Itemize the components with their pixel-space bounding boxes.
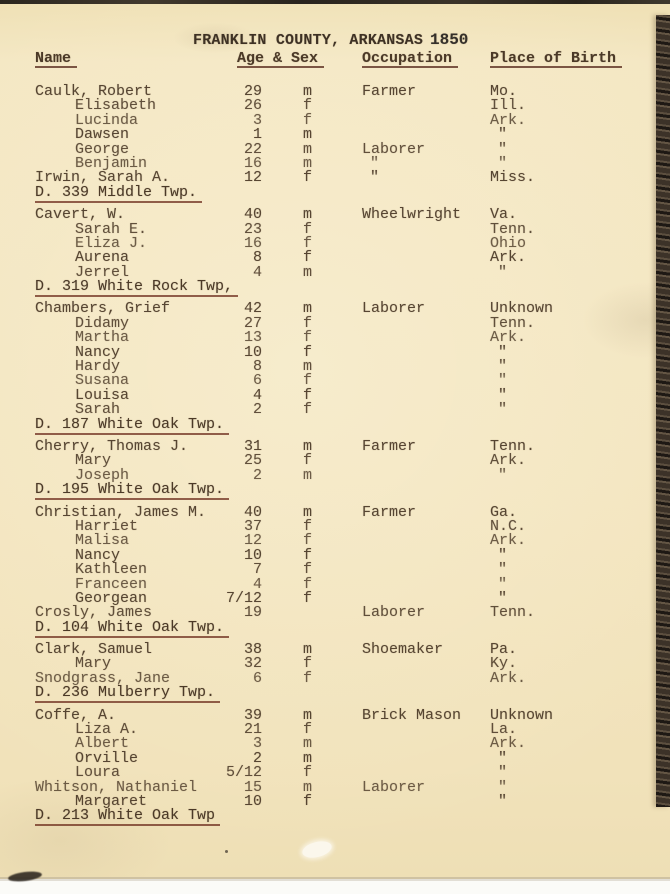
- table-row: [35, 263, 670, 281]
- sex-cell: m: [303, 735, 313, 753]
- scan-right-edge-band: [656, 15, 670, 807]
- birthplace-cell: ": [498, 401, 508, 419]
- sex-cell: f: [303, 372, 313, 390]
- birthplace-cell: Ark.: [490, 452, 527, 470]
- name-cell: Sarah: [75, 401, 121, 419]
- birthplace-cell: Unknown: [490, 706, 554, 724]
- name-cell: Martha: [75, 329, 130, 347]
- birthplace-cell: ": [498, 386, 508, 404]
- occupation-cell: ": [370, 169, 380, 187]
- occupation-cell: Laborer: [362, 604, 426, 622]
- occupation-cell: Farmer: [362, 437, 417, 455]
- table-row: [35, 374, 670, 388]
- page-header: [35, 33, 670, 48]
- birthplace-cell: ": [498, 764, 508, 782]
- age-cell: 31: [243, 437, 262, 455]
- name-cell: Didamy: [75, 314, 130, 332]
- birthplace-cell: ": [498, 778, 508, 796]
- name-cell: Joseph: [75, 466, 130, 484]
- age-cell: 7/12: [225, 589, 262, 607]
- name-cell: Dawsen: [75, 126, 130, 144]
- district-line: D. 339 Middle Twp.: [35, 186, 670, 200]
- name-cell: Lucinda: [75, 111, 139, 129]
- birthplace-cell: Ill.: [490, 97, 527, 115]
- birthplace-cell: Ky.: [490, 655, 518, 673]
- sex-cell: f: [303, 220, 313, 238]
- name-cell: Whitson, Nathaniel: [35, 778, 198, 796]
- table-row: [35, 792, 670, 810]
- sex-cell: f: [303, 401, 313, 419]
- sex-cell: f: [303, 561, 313, 579]
- occupation-cell: [325, 266, 490, 280]
- table-row: [35, 403, 670, 417]
- name-cell: Orville: [75, 749, 139, 767]
- household-group: [35, 208, 670, 294]
- name-cell: Loura: [75, 764, 121, 782]
- table-row: [35, 234, 670, 252]
- table-row: [35, 111, 670, 129]
- occupation-cell: Shoemaker: [362, 641, 444, 659]
- name-cell: Elisabeth: [75, 97, 157, 115]
- age-cell: 40: [243, 206, 262, 224]
- name-cell: Snodgrass, Jane: [35, 669, 171, 687]
- age-cell: 27: [243, 314, 262, 332]
- age-cell: 40: [243, 503, 262, 521]
- sex-cell: f: [303, 97, 313, 115]
- name-cell: Benjamin: [75, 154, 148, 172]
- occupation-cell: [325, 114, 490, 128]
- sex-cell: f: [303, 546, 313, 564]
- age-cell: 42: [243, 300, 262, 318]
- occupation-cell: Wheelwright: [362, 206, 462, 224]
- age-cell: 10: [243, 792, 262, 810]
- occupation-cell: [325, 374, 490, 388]
- sex-cell: f: [303, 669, 313, 687]
- age-cell: 3: [252, 111, 262, 129]
- name-cell: Mary: [75, 452, 112, 470]
- occupation-cell: [325, 795, 490, 809]
- year-label: 1850: [430, 31, 469, 49]
- name-cell: Jerrel: [75, 263, 130, 281]
- age-cell: 29: [243, 83, 262, 100]
- occupation-cell: Brick Mason: [362, 706, 462, 724]
- age-cell: 8: [252, 249, 262, 267]
- name-cell: Hardy: [75, 358, 121, 376]
- table-row: [35, 466, 670, 484]
- occupation-cell: [325, 389, 490, 403]
- name-cell: Aurena: [75, 249, 130, 267]
- sex-cell: m: [303, 358, 313, 376]
- birthplace-cell: Unknown: [490, 300, 554, 318]
- occupation-cell: [325, 360, 490, 374]
- table-row: [35, 437, 670, 455]
- name-cell: Liza A.: [75, 721, 139, 739]
- birthplace-cell: ": [498, 749, 508, 767]
- birthplace-cell: ": [498, 140, 508, 158]
- age-cell: 2: [252, 401, 262, 419]
- age-cell: 26: [243, 97, 262, 115]
- sex-cell: m: [303, 706, 313, 724]
- birthplace-cell: Mo.: [490, 83, 518, 100]
- occupation-cell: Farmer: [362, 83, 417, 100]
- occupation-cell: [325, 723, 490, 737]
- age-cell: 10: [243, 546, 262, 564]
- age-cell: 25: [243, 452, 262, 470]
- household-group: [35, 503, 670, 636]
- birthplace-cell: Ark.: [490, 249, 527, 267]
- sex-cell: f: [303, 343, 313, 361]
- birthplace-cell: ": [498, 589, 508, 607]
- age-cell: 4: [252, 386, 262, 404]
- name-cell: Eliza J.: [75, 234, 148, 252]
- district-line: D. 213 White Oak Twp: [35, 809, 670, 823]
- occupation-cell: [325, 403, 490, 417]
- age-cell: 38: [243, 641, 262, 659]
- name-cell: Nancy: [75, 343, 121, 361]
- occupation-cell: [325, 672, 490, 686]
- name-cell: George: [75, 140, 130, 158]
- occupation-cell: [325, 578, 490, 592]
- occupation-cell: [325, 549, 490, 563]
- birthplace-cell: ": [498, 154, 508, 172]
- occupation-cell: [325, 752, 490, 766]
- occupation-cell: [325, 331, 490, 345]
- sex-cell: f: [303, 517, 313, 535]
- sex-cell: f: [303, 655, 313, 673]
- occupation-cell: [325, 251, 490, 265]
- age-cell: 10: [243, 343, 262, 361]
- age-cell: 37: [243, 517, 262, 535]
- occupation-cell: [325, 520, 490, 534]
- table-row: [35, 360, 670, 374]
- occupation-cell: [325, 657, 490, 671]
- sex-cell: f: [303, 792, 313, 810]
- name-cell: Malisa: [75, 532, 130, 550]
- name-cell: Cherry, Thomas J.: [35, 437, 189, 455]
- name-cell: Crosly, James: [35, 604, 153, 622]
- birthplace-cell: ": [498, 561, 508, 579]
- occupation-cell: [325, 737, 490, 751]
- age-cell: 16: [243, 234, 262, 252]
- age-cell: 2: [252, 749, 262, 767]
- birthplace-cell: Pa.: [490, 641, 518, 659]
- name-cell: Louisa: [75, 386, 130, 404]
- birthplace-cell: Ga.: [490, 503, 518, 521]
- occupation-cell: Laborer: [362, 778, 426, 796]
- name-cell: Susana: [75, 372, 130, 390]
- occupation-cell: [325, 223, 490, 237]
- table-row: [35, 386, 670, 404]
- table-row: [35, 314, 670, 332]
- occupation-cell: [325, 563, 490, 577]
- age-cell: 8: [252, 358, 262, 376]
- sex-cell: m: [303, 749, 313, 767]
- table-row: [35, 128, 670, 142]
- sex-cell: f: [303, 111, 313, 129]
- age-cell: 16: [243, 154, 262, 172]
- birthplace-cell: ": [498, 358, 508, 376]
- name-cell: Mary: [75, 655, 112, 673]
- age-cell: 4: [252, 575, 262, 593]
- name-cell: Harriet: [75, 517, 139, 535]
- column-headers: [35, 52, 670, 67]
- birthplace-cell: ": [498, 466, 508, 484]
- column-header-age-sex: Age & Sex: [237, 52, 324, 68]
- occupation-cell: Laborer: [362, 140, 426, 158]
- table-row: [35, 643, 670, 657]
- sex-cell: m: [303, 83, 313, 100]
- birthplace-cell: Tenn.: [490, 220, 536, 238]
- birthplace-cell: Miss.: [490, 169, 536, 187]
- dust-speck: [225, 850, 228, 853]
- age-cell: 12: [243, 532, 262, 550]
- age-cell: 1: [252, 126, 262, 144]
- name-cell: Kathleen: [75, 561, 148, 579]
- birthplace-cell: La.: [490, 721, 518, 739]
- household-group: [35, 302, 670, 432]
- table-row: [35, 302, 670, 316]
- sex-cell: m: [303, 206, 313, 224]
- sex-cell: f: [303, 234, 313, 252]
- column-header-name: Name: [35, 52, 77, 68]
- birthplace-cell: ": [498, 126, 508, 144]
- table-row: [35, 723, 670, 737]
- name-cell: Coffe, A.: [35, 706, 117, 724]
- birthplace-cell: ": [498, 575, 508, 593]
- name-cell: Nancy: [75, 546, 121, 564]
- household-group: [35, 437, 670, 499]
- birthplace-cell: Ark.: [490, 329, 527, 347]
- table-row: [35, 331, 670, 345]
- occupation-cell: [325, 99, 490, 113]
- occupation-cell: [325, 237, 490, 251]
- birthplace-cell: ": [498, 343, 508, 361]
- page-title: FRANKLIN COUNTY, ARKANSAS: [193, 32, 424, 49]
- district-line: D. 187 White Oak Twp.: [35, 418, 670, 432]
- household-group: [35, 706, 670, 825]
- birthplace-cell: ": [498, 372, 508, 390]
- name-cell: Christian, James M.: [35, 503, 207, 521]
- age-cell: 7: [252, 561, 262, 579]
- household-group: [35, 643, 670, 701]
- sex-cell: f: [303, 386, 313, 404]
- name-cell: Margaret: [75, 792, 148, 810]
- sex-cell: m: [303, 140, 313, 158]
- sex-cell: [262, 606, 325, 620]
- sex-cell: m: [303, 466, 313, 484]
- occupation-cell: [325, 534, 490, 548]
- sex-cell: m: [303, 503, 313, 521]
- birthplace-cell: Ohio: [490, 234, 527, 252]
- sex-cell: m: [303, 641, 313, 659]
- scan-top-edge: [0, 0, 670, 4]
- occupation-cell: [325, 317, 490, 331]
- age-cell: 6: [252, 372, 262, 390]
- name-cell: Irwin, Sarah A.: [35, 169, 171, 187]
- occupation-cell: [325, 469, 490, 483]
- sex-cell: m: [303, 126, 313, 144]
- column-header-place-of-birth: Place of Birth: [490, 52, 622, 68]
- sex-cell: f: [303, 169, 313, 187]
- name-cell: Chambers, Grief: [35, 300, 171, 318]
- name-cell: Cavert, W.: [35, 206, 126, 224]
- birthplace-cell: ": [498, 546, 508, 564]
- birthplace-cell: Ark.: [490, 111, 527, 129]
- birthplace-cell: Tenn.: [490, 604, 536, 622]
- birthplace-cell: Va.: [490, 206, 518, 224]
- birthplace-cell: Ark.: [490, 735, 527, 753]
- table-row: [35, 517, 670, 535]
- sex-cell: f: [303, 721, 313, 739]
- table-row: [35, 749, 670, 767]
- age-cell: 3: [252, 735, 262, 753]
- sex-cell: m: [303, 154, 313, 172]
- sex-cell: f: [303, 764, 313, 782]
- age-cell: 23: [243, 220, 262, 238]
- age-cell: 5/12: [225, 764, 262, 782]
- age-cell: 21: [243, 721, 262, 739]
- birthplace-cell: Ark.: [490, 669, 527, 687]
- sex-cell: f: [303, 329, 313, 347]
- occupation-cell: ": [370, 154, 380, 172]
- name-cell: Georgean: [75, 589, 148, 607]
- birthplace-cell: ": [498, 263, 508, 281]
- occupation-cell: Laborer: [362, 300, 426, 318]
- district-line: D. 236 Mulberry Twp.: [35, 686, 670, 700]
- name-cell: Caulk, Robert: [35, 83, 153, 100]
- age-cell: 2: [252, 466, 262, 484]
- occupation-cell: Farmer: [362, 503, 417, 521]
- sex-cell: f: [303, 532, 313, 550]
- sex-cell: m: [303, 437, 313, 455]
- birthplace-cell: N.C.: [490, 517, 527, 535]
- age-cell: 12: [243, 169, 262, 187]
- sex-cell: f: [303, 314, 313, 332]
- column-header-occupation: Occupation: [362, 52, 458, 68]
- occupation-cell: [325, 346, 490, 360]
- district-line: D. 104 White Oak Twp.: [35, 621, 670, 635]
- age-cell: 13: [243, 329, 262, 347]
- age-cell: 19: [243, 604, 262, 622]
- census-table-body: [35, 85, 670, 824]
- district-line: D. 195 White Oak Twp.: [35, 483, 670, 497]
- age-cell: 32: [243, 655, 262, 673]
- sex-cell: f: [303, 249, 313, 267]
- sex-cell: f: [303, 452, 313, 470]
- sex-cell: f: [303, 589, 313, 607]
- birthplace-cell: Tenn.: [490, 437, 536, 455]
- name-cell: Sarah E.: [75, 220, 148, 238]
- sex-cell: f: [303, 575, 313, 593]
- age-cell: 22: [243, 140, 262, 158]
- household-group: [35, 85, 670, 200]
- table-row: [35, 343, 670, 361]
- age-cell: 15: [243, 778, 262, 796]
- age-cell: 4: [252, 263, 262, 281]
- table-row: [35, 171, 670, 185]
- age-cell: 6: [252, 669, 262, 687]
- birthplace-cell: Tenn.: [490, 314, 536, 332]
- district-line: D. 319 White Rock Twp,: [35, 280, 670, 294]
- table-row: [35, 534, 670, 548]
- occupation-cell: [325, 454, 490, 468]
- age-cell: 39: [243, 706, 262, 724]
- name-cell: Clark, Samuel: [35, 641, 153, 659]
- table-row: [35, 251, 670, 265]
- table-row: [35, 454, 670, 468]
- name-cell: Franceen: [75, 575, 148, 593]
- name-cell: Albert: [75, 735, 130, 753]
- sex-cell: m: [303, 263, 313, 281]
- birthplace-cell: Ark.: [490, 532, 527, 550]
- table-row: [35, 669, 670, 687]
- birthplace-cell: ": [498, 792, 508, 810]
- sex-cell: m: [303, 778, 313, 796]
- table-row: [35, 606, 670, 620]
- sex-cell: m: [303, 300, 313, 318]
